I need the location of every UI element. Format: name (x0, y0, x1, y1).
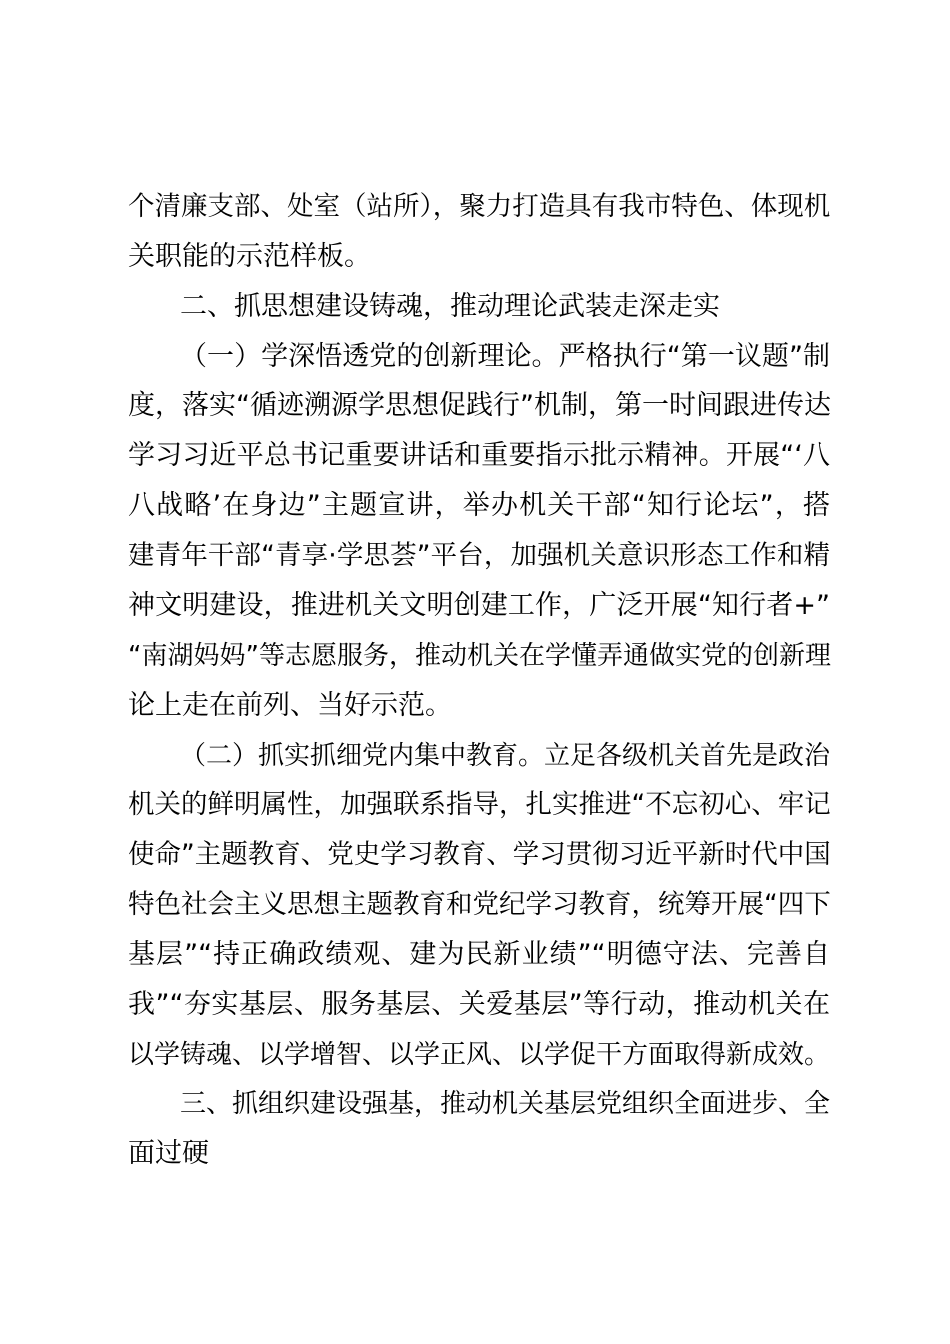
text-line: 机关的鲜明属性，加强联系指导，扎实推进“不忘初心、牢记 (128, 789, 831, 820)
text-line: 特色社会主义思想主题教育和党纪学习教育，统筹开展“四下 (128, 889, 831, 920)
text-line: 论上走在前列、当好示范。 (128, 690, 452, 721)
subsection-heading-line: （二）抓实抓细党内集中教育。立足各级机关首先是政治 (180, 741, 831, 771)
subsection-heading-line: （一）学深悟透党的创新理论。严格执行“第一议题”制 (180, 341, 830, 372)
text-line: 关职能的示范样板。 (128, 241, 371, 272)
section-heading-continued: 面过硬 (128, 1138, 209, 1169)
text-line: 个清廉支部、处室（站所），聚力打造具有我市特色、体现机 (128, 191, 831, 222)
text-line: 神文明建设，推进机关文明创建工作，广泛开展“知行者+” (128, 590, 830, 621)
text-line: 学习习近平总书记重要讲话和重要指示批示精神。开展“‘八 (128, 440, 830, 471)
section-heading: 三、抓组织建设强基，推动机关基层党组织全面进步、全 (180, 1089, 831, 1119)
section-heading: 二、抓思想建设铸魂，推动理论武装走深走实 (180, 291, 720, 322)
text-line: 建青年干部“青享·学思荟”平台，加强机关意识形态工作和精 (128, 540, 830, 571)
text-line: 以学铸魂、以学增智、以学正风、以学促干方面取得新成效。 (128, 1040, 831, 1070)
text-line: 我”“夯实基层、服务基层、关爱基层”等行动，推动机关在 (128, 989, 830, 1020)
text-line: “南湖妈妈”等志愿服务，推动机关在学懂弄通做实党的创新理 (128, 641, 831, 671)
text-line: 度，落实“循迹溯源学思想促践行”机制，第一时间跟进传达 (128, 390, 831, 421)
text-line: 使命”主题教育、党史学习教育、学习贯彻习近平新时代中国 (128, 839, 831, 870)
text-line: 八战略’在身边”主题宣讲，举办机关干部“知行论坛”，搭 (128, 490, 830, 521)
text-line: 基层”“持正确政绩观、建为民新业绩”“明德守法、完善自 (128, 939, 830, 970)
